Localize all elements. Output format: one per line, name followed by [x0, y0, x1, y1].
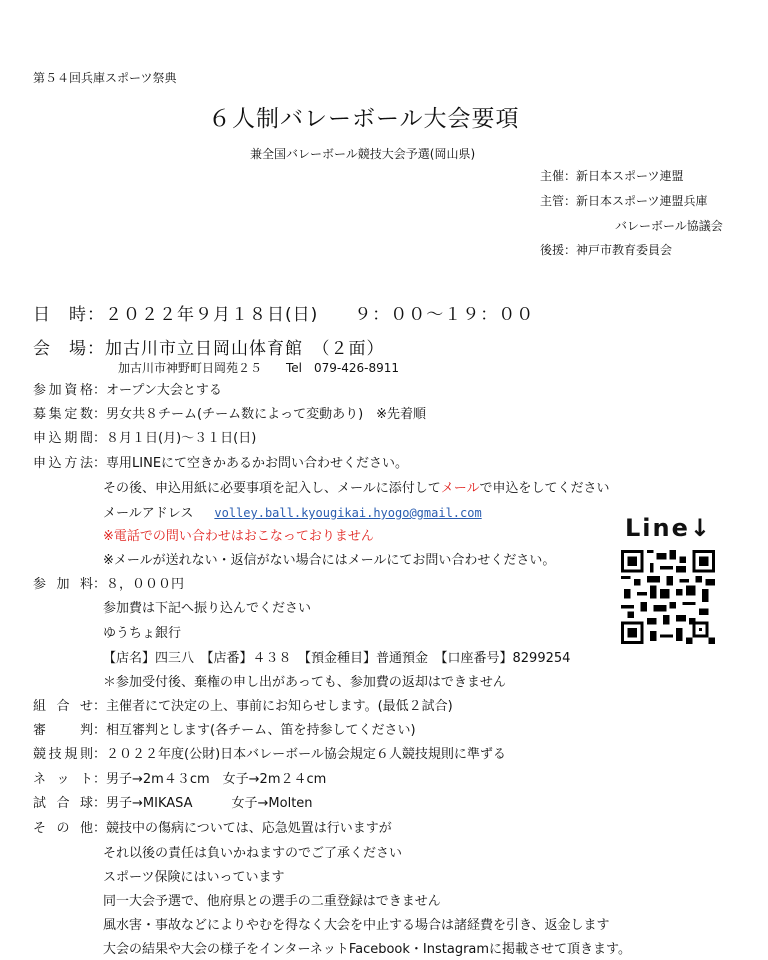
document-title: ６人制バレーボール大会要項 [208, 106, 520, 132]
ball-value: 男子→MIKASA 女子→Molten [106, 796, 313, 811]
method-value: 専用LINEにて空きかあるかお問い合わせください。 [106, 456, 409, 471]
mail-address-link[interactable]: volley.ball.kyougikai.hyogo@gmail.com [214, 506, 482, 520]
referee-row: 審 判：相互審判とします(各チーム、笛を持参してください) [33, 723, 416, 738]
fee-row: 参 加 料：８，０００円 [33, 577, 185, 592]
net-label: ネ ッ ト [33, 772, 93, 787]
venue-label: 会 場 [33, 339, 87, 359]
event-name: 第５４回兵庫スポーツ祭典 [33, 71, 177, 85]
mail-label: メールアドレス [103, 506, 194, 521]
other-row: そ の 他：競技中の傷病については、応急処置は行いますが [33, 821, 392, 836]
fee-note-3: 【店名】四三八 【店番】４３８ 【預金種目】普通預金 【口座番号】8299254 [103, 651, 571, 666]
qr-code-icon[interactable] [621, 550, 715, 644]
other-line-3: スポーツ保険にはいっています [103, 870, 285, 885]
fee-note-4: ＊参加受付後、棄権の申し出があっても、参加費の返却はできません [103, 675, 506, 690]
venue-address: 加古川市神野町日岡苑２５ Tel 079-426-8911 [118, 361, 400, 375]
mail-note: ※メールが送れない・返信がない場合にはメールにてお問い合わせください。 [103, 553, 556, 568]
rules-row: 競技規則：２０２２年度(公財)日本バレーボール協会規定６人競技規則に準ずる [33, 747, 506, 762]
eligibility-value: オープン大会とする [106, 383, 222, 398]
method-row: 申込方法：専用LINEにて空きかあるかお問い合わせください。 [33, 456, 409, 471]
period-value: ８月１日(月)〜３１日(日) [106, 431, 257, 446]
manager-line: 主管：新日本スポーツ連盟兵庫 [540, 194, 708, 208]
method-line-2 [103, 480, 610, 498]
fee-value: ８，０００円 [106, 577, 185, 592]
eligibility-row: 参加資格：オープン大会とする [33, 383, 222, 398]
mail-row [103, 504, 482, 523]
fee-note-1: 参加費は下記へ振り込んでください [103, 601, 312, 616]
combo-value: 主催者にて決定の上、事前にお知らせします。(最低２試合) [106, 699, 453, 714]
method-text-a: その後、申込用紙に必要事項を記入し、メールに添付して [103, 481, 441, 496]
fee-label: 参 加 料 [33, 577, 93, 592]
date-value: ２０２２年９月１８日(日) ９：００〜１９：００ [105, 305, 535, 325]
rules-label: 競技規則 [33, 747, 93, 762]
document-subtitle: 兼全国バレーボール競技大会予選(岡山県) [250, 147, 476, 161]
venue-value: 加古川市立日岡山体育館 （２面） [105, 339, 385, 359]
date-label: 日 時 [33, 305, 87, 325]
method-text-c: で申込をしてください [479, 481, 610, 496]
method-mail-word: メール [440, 481, 480, 496]
ball-label: 試 合 球 [33, 796, 93, 811]
other-label: そ の 他 [33, 821, 93, 836]
referee-value: 相互審判とします(各チーム、笛を持参してください) [106, 723, 416, 738]
manager-line-2: バレーボール協議会 [615, 219, 723, 233]
line-label: Line↓ [625, 514, 712, 542]
venue-row: 会 場：加古川市立日岡山体育館 （２面） [33, 339, 385, 359]
date-row: 日 時：２０２２年９月１８日(日) ９：００〜１９：００ [33, 305, 535, 325]
referee-label: 審 判 [33, 723, 93, 738]
phone-note: ※電話での問い合わせはおこなっておりません [103, 529, 374, 544]
other-value: 競技中の傷病については、応急処置は行いますが [106, 821, 392, 836]
net-value: 男子→2m４３cm 女子→2m２４cm [106, 772, 327, 787]
recruit-value: 男女共８チーム(チーム数によって変動あり) ※先着順 [106, 407, 427, 422]
recruit-label: 募集定数 [33, 407, 93, 422]
rules-value: ２０２２年度(公財)日本バレーボール協会規定６人競技規則に準ずる [106, 747, 506, 762]
recruit-row: 募集定数：男女共８チーム(チーム数によって変動あり) ※先着順 [33, 407, 427, 422]
sponsor-line: 後援：神戸市教育委員会 [540, 243, 673, 257]
period-row: 申込期間：８月１日(月)〜３１日(日) [33, 431, 257, 446]
period-label: 申込期間 [33, 431, 93, 446]
fee-note-2: ゆうちょ銀行 [103, 626, 182, 641]
other-line-2: それ以後の責任は負いかねますのでご了承ください [103, 846, 403, 861]
other-line-6: 大会の結果や大会の様子をインターネットFacebook・Instagramに掲載させて頂きます。 [103, 942, 632, 957]
net-row: ネ ッ ト：男子→2m４３cm 女子→2m２４cm [33, 772, 327, 787]
combo-row: 組 合 せ：主催者にて決定の上、事前にお知らせします。(最低２試合) [33, 699, 453, 714]
host-line: 主催：新日本スポーツ連盟 [540, 169, 684, 183]
eligibility-label: 参加資格 [33, 383, 93, 398]
other-line-4: 同一大会予選で、他府県との選手の二重登録はできません [103, 894, 441, 909]
other-line-5: 風水害・事故などによりやむを得なく大会を中止する場合は諸経費を引き、返金します [103, 918, 610, 933]
method-label: 申込方法 [33, 456, 93, 471]
ball-row: 試 合 球：男子→MIKASA 女子→Molten [33, 796, 313, 811]
combo-label: 組 合 せ [33, 699, 93, 714]
